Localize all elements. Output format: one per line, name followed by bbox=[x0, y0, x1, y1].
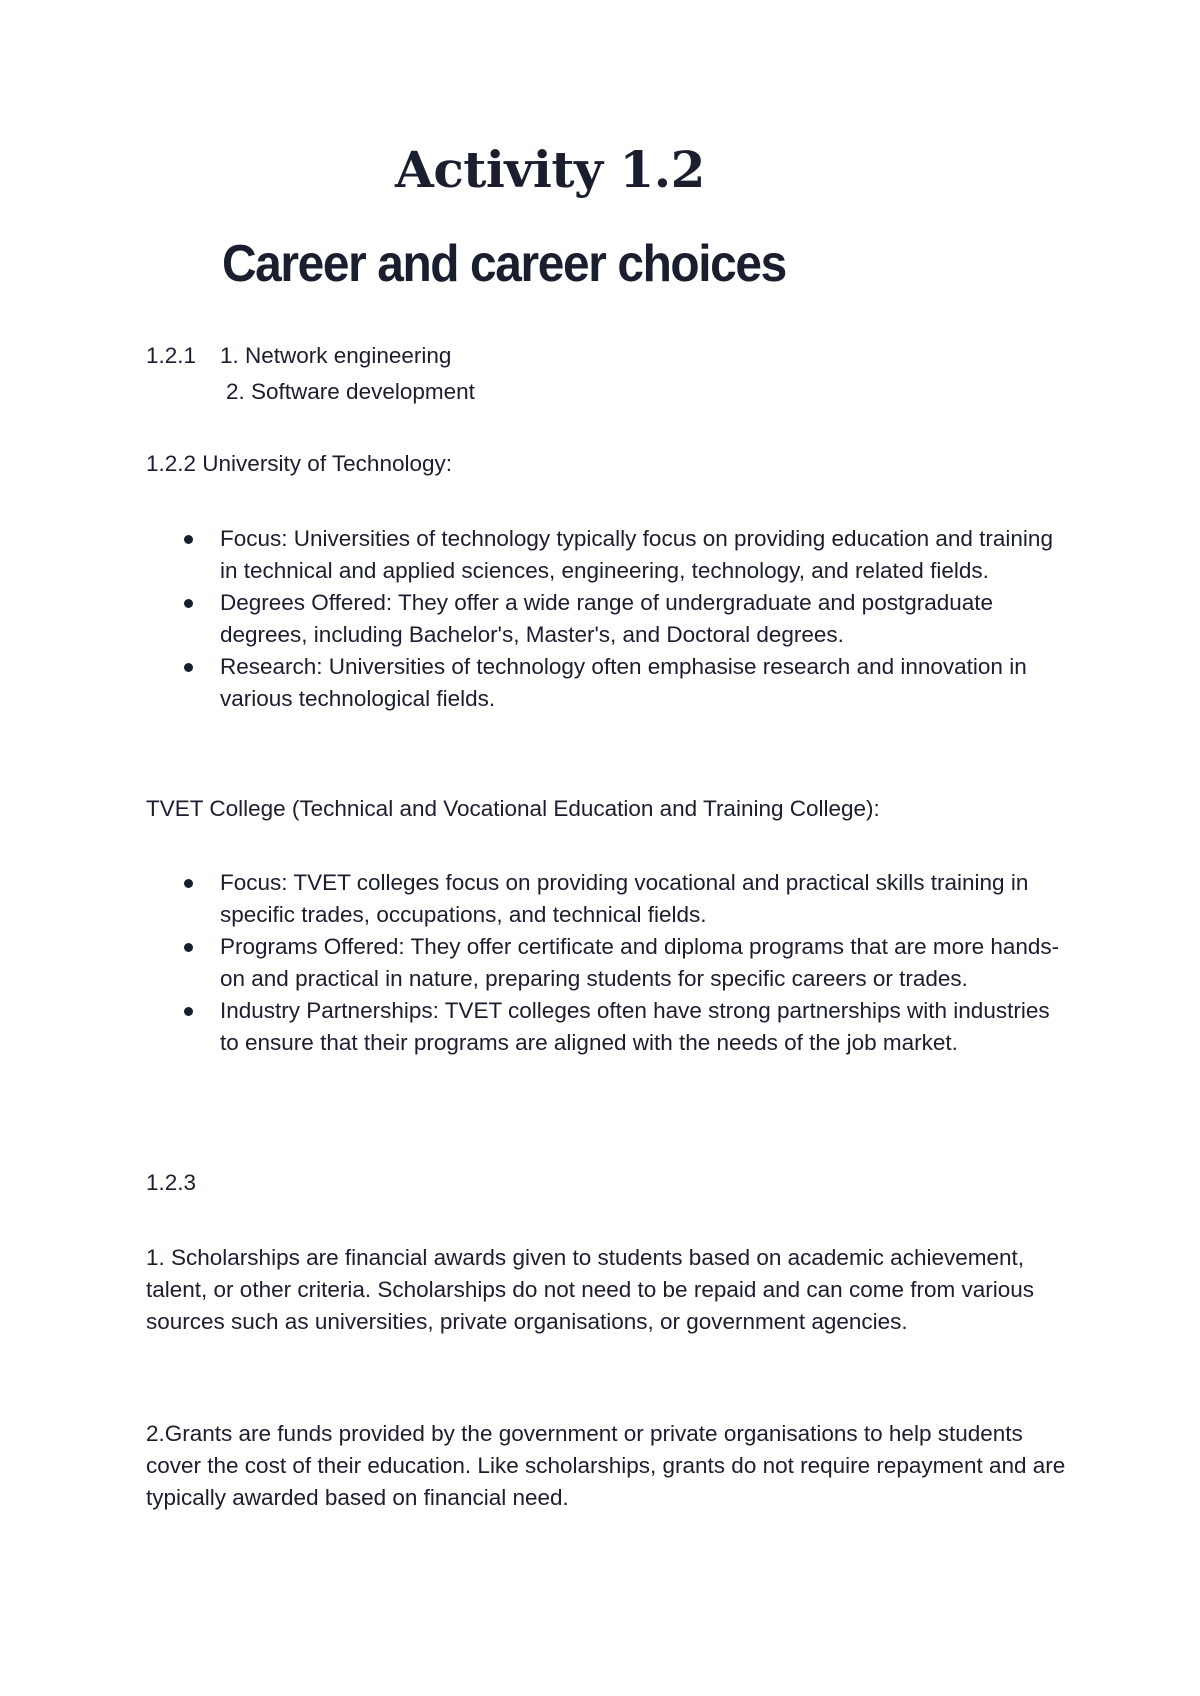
career-item-2: 2. Software development bbox=[226, 379, 475, 404]
list-item bbox=[146, 867, 1066, 931]
list-item bbox=[146, 931, 1066, 995]
university-point-text: Degrees Offered: They offer a wide range of undergraduate and postgraduate degrees, including Bachelor's, Master's, and Doctoral degrees. bbox=[220, 590, 994, 647]
section-1-2-3-number: 1.2.3 bbox=[146, 1170, 197, 1195]
university-point-text: Focus: Universities of technology typically focus on providing education and training in technical and applied sciences, engineering, technology, and related fields. bbox=[220, 526, 1053, 583]
section-1-2-1-number: 1.2.1 bbox=[146, 343, 197, 368]
list-item bbox=[146, 523, 1066, 587]
section-1-2-2-heading: 1.2.2 University of Technology: bbox=[146, 451, 453, 476]
bullet-icon bbox=[184, 1007, 193, 1016]
tvet-heading: TVET College (Technical and Vocational Education and Training College): bbox=[146, 796, 880, 821]
tvet-point-text: Programs Offered: They offer certificate and diploma programs that are more hands-on and practical in nature, preparing students for specific careers or trades. bbox=[220, 934, 1060, 991]
bullet-icon bbox=[184, 599, 193, 608]
page-subtitle: Career and career choices bbox=[222, 235, 786, 293]
bullet-icon bbox=[184, 663, 193, 672]
list-item bbox=[146, 587, 1066, 651]
bullet-icon bbox=[184, 879, 193, 888]
tvet-point-text: Industry Partnerships: TVET colleges often have strong partnerships with industries to ensure that their programs are aligned with the needs of the job market. bbox=[220, 998, 1050, 1055]
scholarships-paragraph: 1. Scholarships are financial awards given to students based on academic achievement, talent, or other criteria. Scholarships do not need to be repaid and can come from various sources such as universities, private organisations, or government agencies. bbox=[146, 1245, 1034, 1334]
university-point-text: Research: Universities of technology often emphasise research and innovation in various technological fields. bbox=[220, 654, 1027, 711]
list-item bbox=[146, 995, 1066, 1059]
career-item-1: 1. Network engineering bbox=[220, 343, 452, 368]
university-points-list bbox=[146, 523, 1066, 715]
bullet-icon bbox=[184, 535, 193, 544]
tvet-points-list bbox=[146, 867, 1066, 1059]
list-item bbox=[146, 651, 1066, 715]
bullet-icon bbox=[184, 943, 193, 952]
grants-paragraph: 2.Grants are funds provided by the government or private organisations to help students cover the cost of their education. Like scholarships, grants do not require repayment and are typically awarded based on financial need. bbox=[146, 1421, 1066, 1510]
activity-title: Activity 1.2 bbox=[395, 140, 705, 199]
tvet-point-text: Focus: TVET colleges focus on providing vocational and practical skills training in specific trades, occupations, and technical fields. bbox=[220, 870, 1029, 927]
